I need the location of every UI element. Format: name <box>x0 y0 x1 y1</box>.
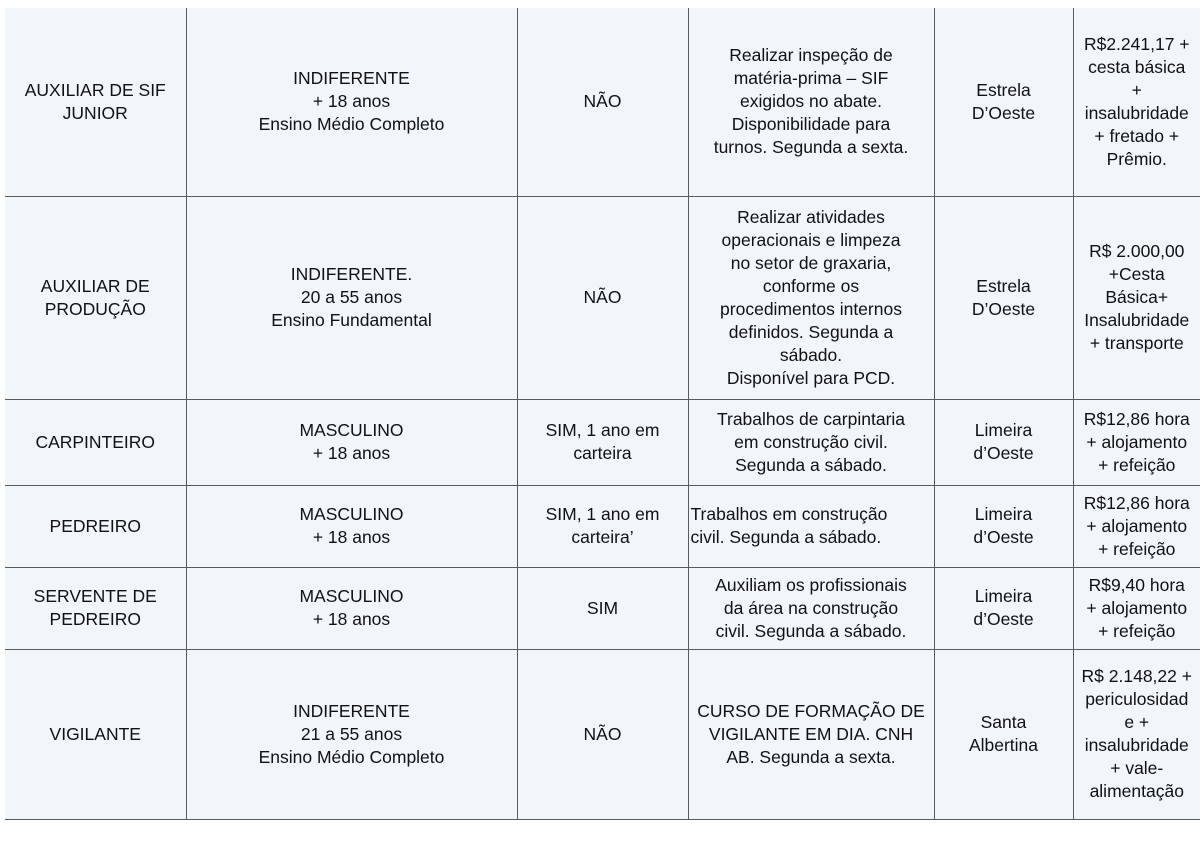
table-row <box>5 399 1200 485</box>
experiencia-cell: SIM, 1 ano em carteira <box>517 399 688 485</box>
experiencia-cell: NÃO <box>517 8 688 196</box>
salario-cell: R$9,40 hora + alojamento + refeição <box>1073 567 1200 649</box>
atividades-cell: Realizar inspeção de matéria-prima – SIF exigidos no abate. Disponibilidade para turnos. Segunda a sexta. <box>688 8 934 196</box>
salario-cell: R$ 2.148,22 + periculosidad e + insalubridade + vale- alimentação <box>1073 649 1200 819</box>
local-cell: Limeira d’Oeste <box>934 567 1073 649</box>
requisitos-cell: MASCULINO + 18 anos <box>186 399 517 485</box>
job-listings-table-wrapper <box>5 8 1200 820</box>
requisitos-cell: MASCULINO + 18 anos <box>186 485 517 567</box>
table-row <box>5 649 1200 819</box>
cargo-cell: CARPINTEIRO <box>5 399 186 485</box>
experiencia-cell: NÃO <box>517 649 688 819</box>
table-row <box>5 8 1200 196</box>
cargo-cell: PEDREIRO <box>5 485 186 567</box>
local-cell: Limeira d’Oeste <box>934 485 1073 567</box>
salario-cell: R$12,86 hora + alojamento + refeição <box>1073 399 1200 485</box>
salario-cell: R$ 2.000,00 +Cesta Básica+ Insalubridade + transporte <box>1073 196 1200 399</box>
requisitos-cell: INDIFERENTE. 20 a 55 anos Ensino Fundamental <box>186 196 517 399</box>
cargo-cell: AUXILIAR DE PRODUÇÃO <box>5 196 186 399</box>
salario-cell: R$2.241,17 + cesta básica + insalubridade + fretado + Prêmio. <box>1073 8 1200 196</box>
local-cell: Estrela D’Oeste <box>934 196 1073 399</box>
cargo-cell: SERVENTE DE PEDREIRO <box>5 567 186 649</box>
job-listings-table <box>5 8 1200 820</box>
atividades-cell: Auxiliam os profissionais da área na construção civil. Segunda a sábado. <box>688 567 934 649</box>
local-cell: Santa Albertina <box>934 649 1073 819</box>
atividades-cell: Trabalhos em construção civil. Segunda a sábado. <box>688 485 934 567</box>
atividades-cell: Trabalhos de carpintaria em construção civil. Segunda a sábado. <box>688 399 934 485</box>
table-row <box>5 567 1200 649</box>
cargo-cell: AUXILIAR DE SIF JUNIOR <box>5 8 186 196</box>
atividades-cell: Realizar atividades operacionais e limpeza no setor de graxaria, conforme os procedimentos internos definidos. Segunda a sábado. Disponível para PCD. <box>688 196 934 399</box>
salario-cell: R$12,86 hora + alojamento + refeição <box>1073 485 1200 567</box>
atividades-cell: CURSO DE FORMAÇÃO DE VIGILANTE EM DIA. CNH AB. Segunda a sexta. <box>688 649 934 819</box>
table-row <box>5 196 1200 399</box>
requisitos-cell: INDIFERENTE + 18 anos Ensino Médio Completo <box>186 8 517 196</box>
experiencia-cell: NÃO <box>517 196 688 399</box>
requisitos-cell: INDIFERENTE 21 a 55 anos Ensino Médio Completo <box>186 649 517 819</box>
requisitos-cell: MASCULINO + 18 anos <box>186 567 517 649</box>
table-row <box>5 485 1200 567</box>
cargo-cell: VIGILANTE <box>5 649 186 819</box>
local-cell: Estrela D’Oeste <box>934 8 1073 196</box>
local-cell: Limeira d’Oeste <box>934 399 1073 485</box>
experiencia-cell: SIM <box>517 567 688 649</box>
experiencia-cell: SIM, 1 ano em carteira’ <box>517 485 688 567</box>
